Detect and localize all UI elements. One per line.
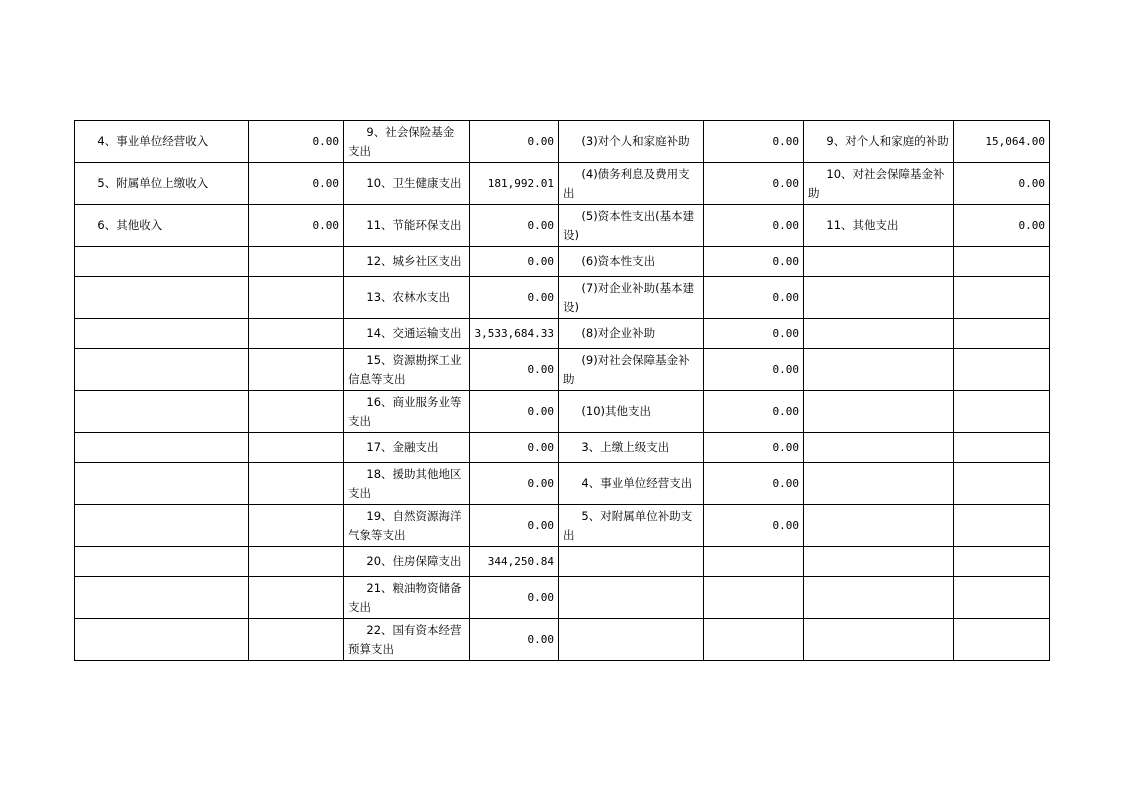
economic-expense-label: (4)债务利息及费用支出 <box>559 163 704 205</box>
government-expense-label <box>804 577 954 619</box>
government-expense-label <box>804 463 954 505</box>
budget-table <box>74 120 1050 661</box>
income-item-label: 4、事业单位经营收入 <box>75 121 249 163</box>
function-expense-amount: 0.00 <box>470 505 559 547</box>
income-item-label <box>75 463 249 505</box>
economic-expense-amount <box>704 619 804 661</box>
income-item-label: 6、其他收入 <box>75 205 249 247</box>
function-expense-amount: 0.00 <box>470 433 559 463</box>
government-expense-amount <box>954 619 1050 661</box>
income-item-amount <box>249 619 344 661</box>
function-expense-amount: 0.00 <box>470 463 559 505</box>
income-item-amount <box>249 349 344 391</box>
income-item-amount <box>249 391 344 433</box>
table-row <box>75 205 1050 247</box>
government-expense-amount <box>954 247 1050 277</box>
income-item-label: 5、附属单位上缴收入 <box>75 163 249 205</box>
table-row <box>75 277 1050 319</box>
function-expense-label: 22、国有资本经营预算支出 <box>344 619 470 661</box>
table-row <box>75 463 1050 505</box>
table-row <box>75 247 1050 277</box>
economic-expense-label <box>559 619 704 661</box>
government-expense-amount: 15,064.00 <box>954 121 1050 163</box>
income-item-label <box>75 577 249 619</box>
function-expense-amount: 0.00 <box>470 205 559 247</box>
economic-expense-amount: 0.00 <box>704 463 804 505</box>
government-expense-label: 9、对个人和家庭的补助 <box>804 121 954 163</box>
income-item-amount <box>249 547 344 577</box>
government-expense-label <box>804 505 954 547</box>
income-item-label <box>75 247 249 277</box>
economic-expense-amount <box>704 547 804 577</box>
government-expense-amount <box>954 319 1050 349</box>
function-expense-amount: 344,250.84 <box>470 547 559 577</box>
function-expense-amount: 181,992.01 <box>470 163 559 205</box>
function-expense-label: 11、节能环保支出 <box>344 205 470 247</box>
function-expense-label: 16、商业服务业等支出 <box>344 391 470 433</box>
government-expense-label <box>804 319 954 349</box>
function-expense-amount: 0.00 <box>470 247 559 277</box>
government-expense-amount <box>954 463 1050 505</box>
economic-expense-amount: 0.00 <box>704 205 804 247</box>
function-expense-amount: 0.00 <box>470 391 559 433</box>
function-expense-label: 17、金融支出 <box>344 433 470 463</box>
economic-expense-label: (5)资本性支出(基本建设) <box>559 205 704 247</box>
economic-expense-label: 3、上缴上级支出 <box>559 433 704 463</box>
government-expense-label <box>804 277 954 319</box>
economic-expense-amount: 0.00 <box>704 163 804 205</box>
government-expense-amount <box>954 433 1050 463</box>
function-expense-amount: 0.00 <box>470 121 559 163</box>
function-expense-label: 14、交通运输支出 <box>344 319 470 349</box>
government-expense-amount <box>954 277 1050 319</box>
income-item-label <box>75 391 249 433</box>
economic-expense-amount: 0.00 <box>704 349 804 391</box>
government-expense-label <box>804 433 954 463</box>
income-item-amount: 0.00 <box>249 163 344 205</box>
economic-expense-label: 4、事业单位经营支出 <box>559 463 704 505</box>
government-expense-amount <box>954 391 1050 433</box>
economic-expense-amount: 0.00 <box>704 247 804 277</box>
economic-expense-label: (8)对企业补助 <box>559 319 704 349</box>
economic-expense-amount: 0.00 <box>704 433 804 463</box>
income-item-amount <box>249 319 344 349</box>
economic-expense-label: (7)对企业补助(基本建设) <box>559 277 704 319</box>
table-row <box>75 505 1050 547</box>
government-expense-amount <box>954 547 1050 577</box>
economic-expense-amount: 0.00 <box>704 391 804 433</box>
government-expense-amount <box>954 577 1050 619</box>
table-row <box>75 163 1050 205</box>
function-expense-label: 9、社会保险基金支出 <box>344 121 470 163</box>
function-expense-label: 13、农林水支出 <box>344 277 470 319</box>
function-expense-label: 10、卫生健康支出 <box>344 163 470 205</box>
economic-expense-label: (6)资本性支出 <box>559 247 704 277</box>
table-row <box>75 349 1050 391</box>
income-item-amount <box>249 277 344 319</box>
government-expense-label <box>804 619 954 661</box>
function-expense-label: 19、自然资源海洋气象等支出 <box>344 505 470 547</box>
function-expense-label: 12、城乡社区支出 <box>344 247 470 277</box>
economic-expense-label: (9)对社会保障基金补助 <box>559 349 704 391</box>
income-item-amount <box>249 577 344 619</box>
table-row <box>75 121 1050 163</box>
income-item-amount: 0.00 <box>249 121 344 163</box>
income-item-amount <box>249 463 344 505</box>
economic-expense-label: 5、对附属单位补助支出 <box>559 505 704 547</box>
income-item-label <box>75 547 249 577</box>
income-item-label <box>75 319 249 349</box>
function-expense-label: 18、援助其他地区支出 <box>344 463 470 505</box>
function-expense-label: 21、粮油物资储备支出 <box>344 577 470 619</box>
economic-expense-amount: 0.00 <box>704 505 804 547</box>
income-item-label <box>75 349 249 391</box>
table-row <box>75 433 1050 463</box>
economic-expense-label <box>559 547 704 577</box>
government-expense-label: 11、其他支出 <box>804 205 954 247</box>
income-item-label <box>75 277 249 319</box>
table-row <box>75 547 1050 577</box>
function-expense-amount: 0.00 <box>470 277 559 319</box>
economic-expense-label <box>559 577 704 619</box>
function-expense-label: 15、资源勘探工业信息等支出 <box>344 349 470 391</box>
government-expense-amount <box>954 349 1050 391</box>
income-item-amount <box>249 433 344 463</box>
function-expense-amount: 0.00 <box>470 349 559 391</box>
economic-expense-amount: 0.00 <box>704 121 804 163</box>
income-item-label <box>75 433 249 463</box>
table-row <box>75 319 1050 349</box>
government-expense-label <box>804 547 954 577</box>
table-row <box>75 577 1050 619</box>
government-expense-label <box>804 349 954 391</box>
government-expense-amount <box>954 505 1050 547</box>
income-item-label <box>75 505 249 547</box>
table-row <box>75 619 1050 661</box>
income-item-label <box>75 619 249 661</box>
income-item-amount <box>249 505 344 547</box>
economic-expense-amount: 0.00 <box>704 319 804 349</box>
government-expense-label <box>804 247 954 277</box>
income-item-amount <box>249 247 344 277</box>
government-expense-amount: 0.00 <box>954 205 1050 247</box>
income-item-amount: 0.00 <box>249 205 344 247</box>
economic-expense-amount: 0.00 <box>704 277 804 319</box>
economic-expense-amount <box>704 577 804 619</box>
government-expense-label: 10、对社会保障基金补助 <box>804 163 954 205</box>
government-expense-amount: 0.00 <box>954 163 1050 205</box>
government-expense-label <box>804 391 954 433</box>
function-expense-amount: 0.00 <box>470 619 559 661</box>
economic-expense-label: (10)其他支出 <box>559 391 704 433</box>
function-expense-label: 20、住房保障支出 <box>344 547 470 577</box>
economic-expense-label: (3)对个人和家庭补助 <box>559 121 704 163</box>
function-expense-amount: 3,533,684.33 <box>470 319 559 349</box>
table-row <box>75 391 1050 433</box>
function-expense-amount: 0.00 <box>470 577 559 619</box>
